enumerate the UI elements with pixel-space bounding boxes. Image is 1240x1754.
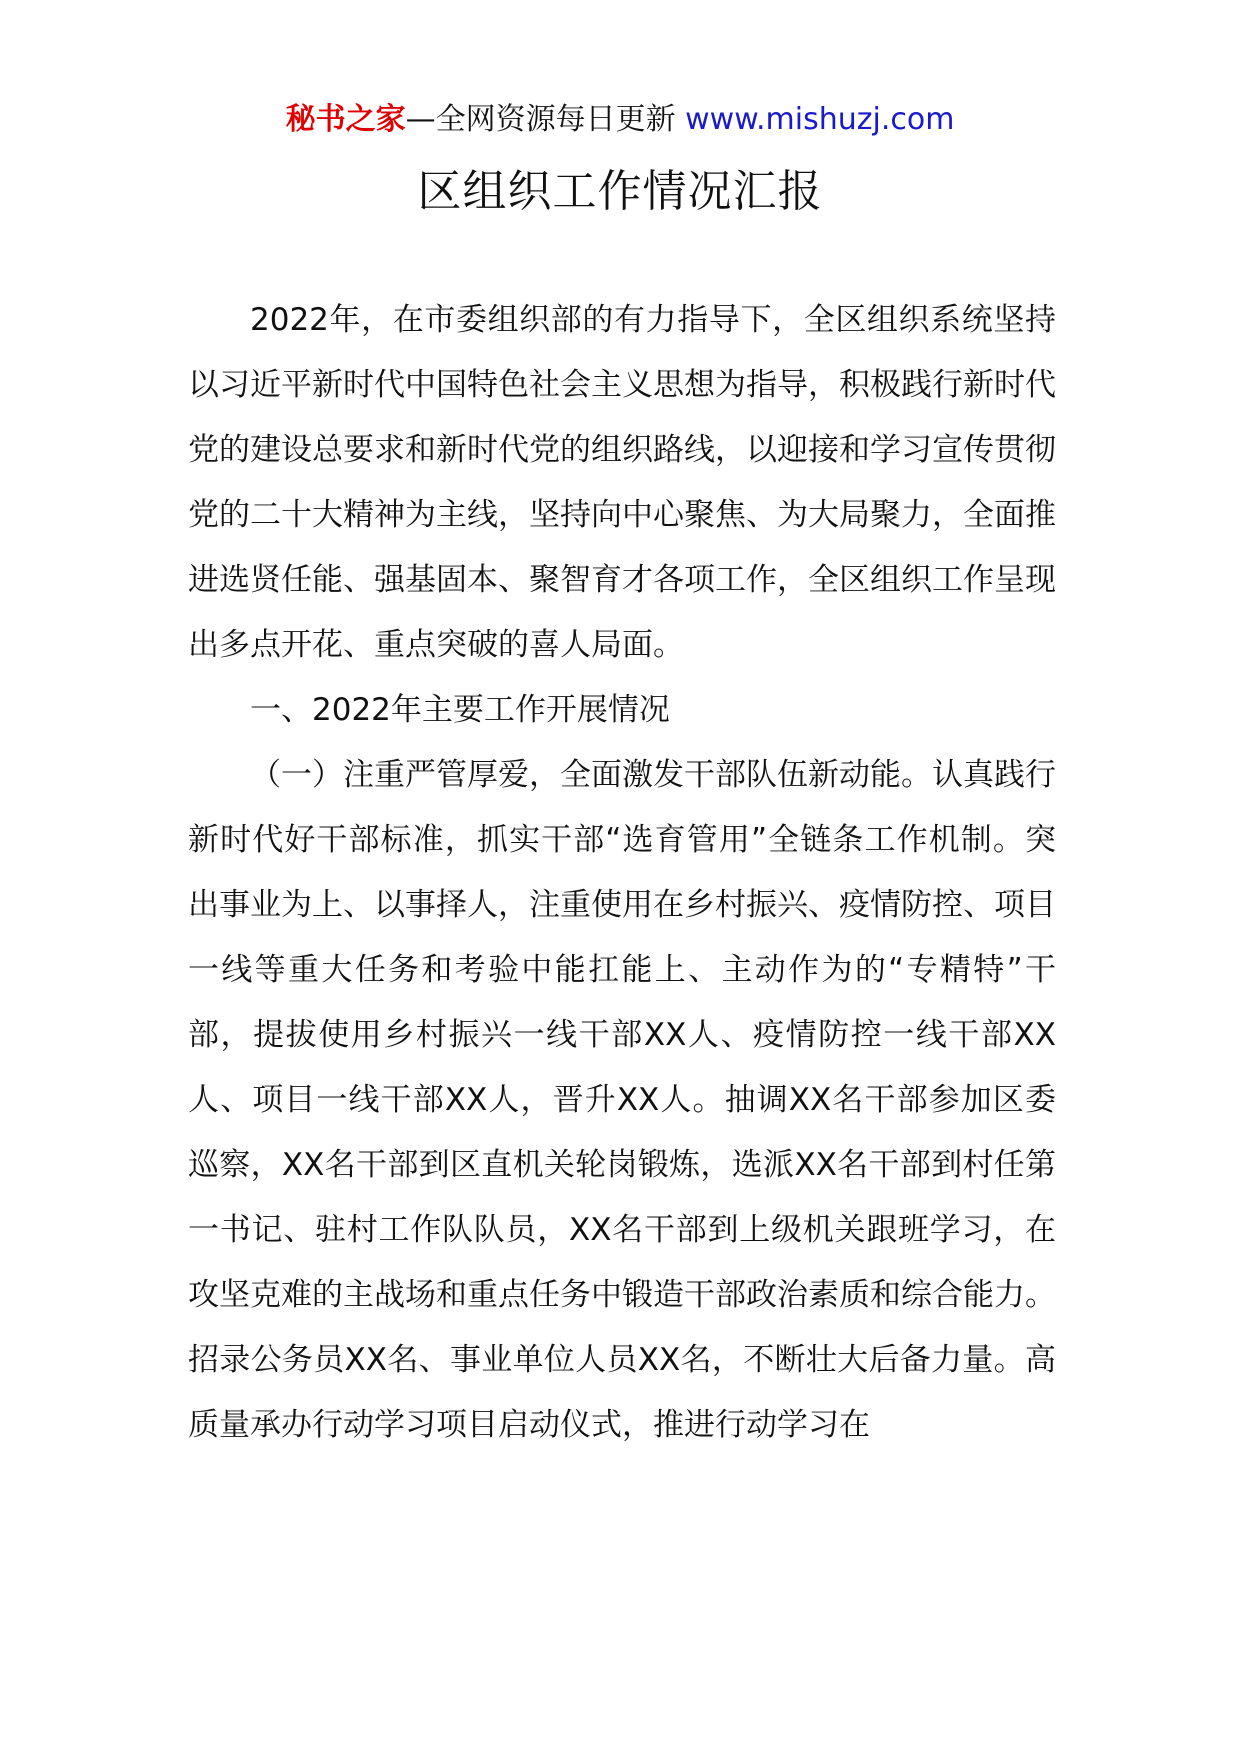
site-header (0, 100, 1240, 140)
document-title: 区组织工作情况汇报 (417, 166, 823, 217)
brand-name: 秘书之家 (285, 102, 406, 137)
site-url-link[interactable]: www.mishuzj.com (685, 102, 955, 137)
header-tagline: —全网资源每日更新 (405, 102, 686, 137)
document-body (188, 288, 1056, 1458)
intro-paragraph: 2022年，在市委组织部的有力指导下，全区组织系统坚持以习近平新时代中国特色社会主义思想为指导，积极践行新时代党的建设总要求和新时代党的组织路线，以迎接和学习宣传贯彻党的二十大精神为主线，坚持向中心聚焦、为大局聚力，全面推进选贤任能、强基固本、聚智育才各项工作，全区组织工作呈现出多点开花、重点突破的喜人局面。 (188, 302, 1056, 663)
body-paragraph: （一）注重严管厚爱，全面激发干部队伍新动能。认真践行新时代好干部标准，抓实干部“选育管用”全链条工作机制。突出事业为上、以事择人，注重使用在乡村振兴、疫情防控、项目一线等重大任务和考验中能扛能上、主动作为的“专精特”干部，提拔使用乡村振兴一线干部XX人、疫情防控一线干部XX人、项目一线干部XX人，晋升XX人。抽调XX名干部参加区委巡察，XX名干部到区直机关轮岗锻炼，选派XX名干部到村任第一书记、驻村工作队队员，XX名干部到上级机关跟班学习，在攻坚克难的主战场和重点任务中锻造干部政治素质和综合能力。招录公务员XX名、事业单位人员XX名，不断壮大后备力量。高质量承办行动学习项目启动仪式，推进行动学习在 (188, 757, 1056, 1443)
section-heading: 一、2022年主要工作开展情况 (250, 692, 670, 728)
